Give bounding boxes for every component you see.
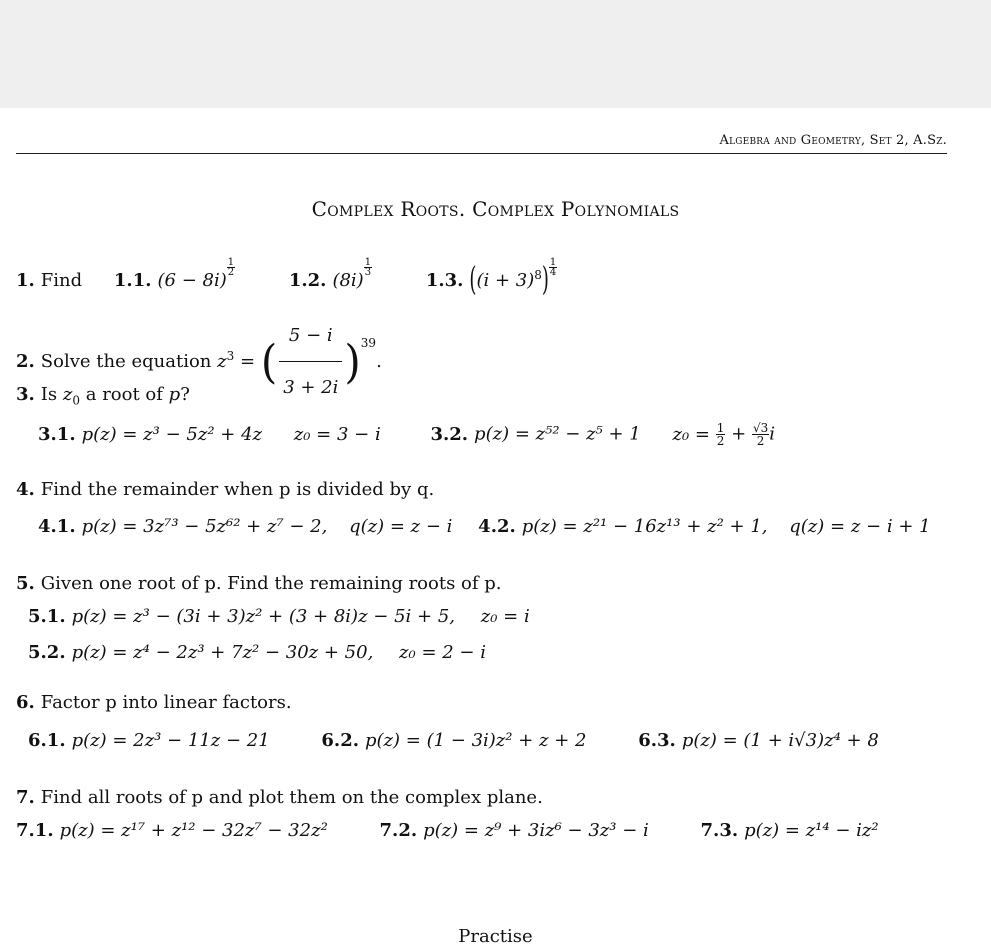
part-6-3: 6.3. p(z) = (1 + i√3)z⁴ + 8 <box>638 730 879 751</box>
part-number: 1.1. <box>113 270 152 291</box>
polynomial: p(z) = z³ − 5z² + 4z <box>81 423 263 445</box>
problem-3-parts <box>38 422 775 447</box>
given-root: z₀ = 2 − i <box>399 642 486 663</box>
problem-number: 3. <box>16 384 35 405</box>
polynomial: p(z) = z⁴ − 2z³ + 7z² − 30z + 50, <box>71 642 374 663</box>
equation-variable: z <box>217 351 227 372</box>
part-5-2: 5.2. p(z) = z⁴ − 2z³ + 7z² − 30z + 50, z₀ = 2 − i <box>28 642 486 663</box>
part-4-1: 4.1. p(z) = 3z⁷³ − 5z⁶² + z⁷ − 2, q(z) = z − i <box>38 516 453 537</box>
polynomial: p(z) = z⁵² − z⁵ + 1 <box>474 423 641 445</box>
part-7-1: 7.1. p(z) = z¹⁷ + z¹² − 32z⁷ − 32z² <box>16 820 328 841</box>
problem-5 <box>16 573 502 595</box>
problem-stem: Find the remainder when p is divided by q. <box>40 479 435 500</box>
part-base: (i + 3) <box>476 270 535 291</box>
problem-7 <box>16 787 543 809</box>
part-3-1: 3.1. p(z) = z³ − 5z² + 4z z₀ = 3 − i <box>38 423 381 445</box>
problem-number: 7. <box>16 787 35 808</box>
problem-number: 4. <box>16 479 35 500</box>
problem-3: 3. Is $z_0$ a root of p? <box>16 384 190 408</box>
problem-stem: Solve the equation <box>40 351 212 372</box>
polynomial: p(z) = (1 + i√3)z⁴ + 8 <box>681 730 879 751</box>
part-6-2: 6.2. p(z) = (1 − 3i)z² + z + 2 <box>321 730 587 751</box>
fraction-exponent: $\frac{1}{2}$ <box>227 257 235 278</box>
polynomial: p(z) = z³ − (3i + 3)z² + (3 + 8i)z − 5i + 5, <box>71 606 455 627</box>
polynomial: p(z) = 3z⁷³ − 5z⁶² + z⁷ − 2, <box>81 516 328 537</box>
polynomial: p(z) = (1 − 3i)z² + z + 2 <box>365 730 587 751</box>
header-rule <box>16 153 947 154</box>
fraction-exponent: $\frac{1}{3}$ <box>364 257 372 278</box>
problem-stem: Find <box>40 270 83 291</box>
problem-number: 5. <box>16 573 35 594</box>
part-1-1 <box>114 258 235 292</box>
fraction-exponent: $\frac{1}{4}$ <box>549 257 557 278</box>
problem-6 <box>16 692 292 714</box>
problem-number: 6. <box>16 692 35 713</box>
problem-2: 2. Solve the equation $z^3$ = ( $\frac{5 - i}{3 + 2i}$ )$^{39}$. <box>16 312 382 412</box>
divisor: q(z) = z − i <box>349 516 453 537</box>
part-base: (8i) <box>332 270 364 291</box>
section-label: Practise <box>458 926 533 947</box>
problem-number: 1. <box>16 270 35 291</box>
part-1-3: 1.3. $((i + 3)^8)$ $\frac{1}{4}$ <box>425 257 557 299</box>
part-5-1: 5.1. p(z) = z³ − (3i + 3)z² + (3 + 8i)z − 5i + 5, z₀ = i <box>28 606 530 627</box>
problem-1 <box>16 257 557 299</box>
outer-exponent: 39 <box>360 336 377 350</box>
part-6-1: 6.1. p(z) = 2z³ − 11z − 21 <box>28 730 270 751</box>
polynomial: p(z) = z²¹ − 16z¹³ + z² + 1, <box>521 516 768 537</box>
problem-stem: Factor p into linear factors. <box>40 692 292 713</box>
problem-4-parts <box>38 516 931 538</box>
polynomial: p(z) = z⁹ + 3iz⁶ − 3z³ − i <box>423 820 649 841</box>
candidate-root: z₀ = 3 − i <box>293 423 381 445</box>
problem-4 <box>16 479 434 501</box>
problem-stem: Given one root of p. Find the remaining roots of p. <box>40 573 502 594</box>
problem-number: 2. <box>16 351 35 372</box>
polynomial: p(z) = z¹⁷ + z¹² − 32z⁷ − 32z² <box>59 820 328 841</box>
part-7-3: 7.3. p(z) = z¹⁴ − iz² <box>700 820 879 841</box>
part-number: 1.3. <box>425 270 464 291</box>
page-title: Complex Roots. Complex Polynomials <box>311 197 680 221</box>
problem-stem: Find all roots of p and plot them on the complex plane. <box>40 787 543 808</box>
part-1-2 <box>289 258 372 292</box>
viewer-top-band <box>0 0 991 108</box>
candidate-root: z₀ = <box>672 423 710 445</box>
equation-fraction: $\frac{5 - i}{3 + 2i}$ <box>279 312 342 412</box>
polynomial: p(z) = z¹⁴ − iz² <box>744 820 879 841</box>
running-head: Algebra and Geometry, Set 2, A.Sz. <box>719 133 947 148</box>
problem-7-parts <box>16 820 879 842</box>
divisor: q(z) = z − i + 1 <box>789 516 931 537</box>
part-4-2: 4.2. p(z) = z²¹ − 16z¹³ + z² + 1, q(z) = z − i + 1 <box>478 516 931 537</box>
part-3-2: 3.2. p(z) = z⁵² − z⁵ + 1 z₀ = $\frac{1}{2}$ + $\frac{√3}{2}$ i <box>430 421 775 448</box>
part-base: (6 − 8i) <box>157 270 227 291</box>
part-7-2: 7.2. p(z) = z⁹ + 3iz⁶ − 3z³ − i <box>379 820 649 841</box>
problem-6-parts <box>28 730 879 752</box>
given-root: z₀ = i <box>480 606 530 627</box>
part-number: 1.2. <box>288 270 327 291</box>
polynomial: p(z) = 2z³ − 11z − 21 <box>71 730 270 751</box>
